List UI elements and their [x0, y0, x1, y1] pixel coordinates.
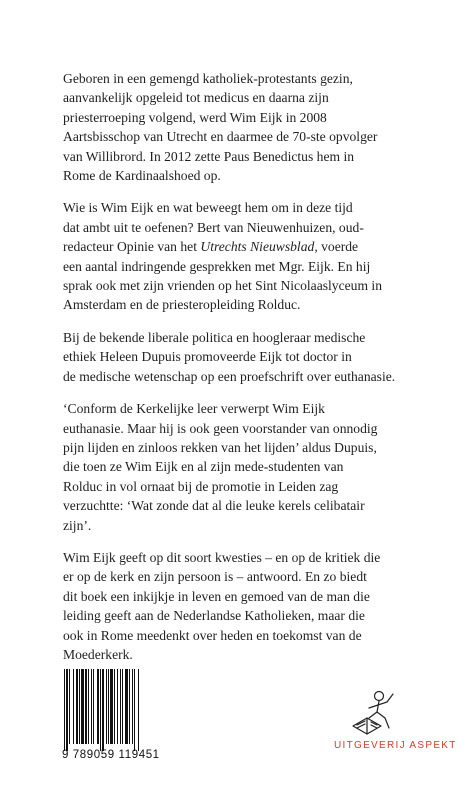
barcode-bar	[76, 669, 78, 744]
barcode-bar	[134, 669, 135, 751]
paragraph-4: ‘Conform de Kerkelijke leer verwerpt Wim Eijk euthanasie. Maar hij is ook geen voorstander van onnodig pijn lijden en zinloos rekken van het lijden’ aldus Dupuis, die toen ze Wim Eijk en al zijn mede-studenten van Rolduc in vol ornaat bij de promotie in Leiden zag verzuchtte: ‘Wat zonde dat al die leuke kerels celibatair zijn’.	[63, 401, 378, 533]
barcode-bar	[125, 669, 128, 744]
barcode-digits: 9 789059 119451	[62, 749, 160, 761]
reading-figure-logo	[349, 688, 401, 736]
barcode-bar	[97, 669, 99, 744]
isbn-barcode	[62, 669, 212, 764]
back-cover-text	[63, 69, 423, 677]
newspaper-title: Utrechts Nieuwsblad	[200, 239, 315, 255]
barcode-bar	[93, 669, 94, 744]
barcode-bar	[66, 669, 68, 751]
paragraph-5: Wim Eijk geeft op dit soort kwesties – en op de kritiek die er op de kerk en zijn persoon is – antwoord. En zo biedt dit boek een inkijkje in leven en gemoed van de man die leiding geeft aan de Nederlandse Katholieken, maar die ook in Rome meedenkt over heden en toekomst van de Moederkerk.	[63, 549, 381, 662]
barcode-bar	[73, 669, 74, 744]
barcode-bar	[69, 669, 70, 744]
publisher-name: UITGEVERIJ ASPEKT	[334, 740, 457, 751]
barcode-bar	[132, 669, 133, 744]
barcode-bar	[122, 669, 123, 744]
barcode-bar	[110, 669, 113, 744]
barcode-bar	[81, 669, 84, 744]
barcode-bar	[129, 669, 130, 744]
barcode-bar	[91, 669, 92, 744]
barcode-bar	[120, 669, 121, 744]
barcode-bar	[85, 669, 87, 744]
barcode-bar	[138, 669, 139, 751]
barcode-bar	[100, 669, 101, 751]
paragraph-1: Geboren in een gemengd katholiek-protestants gezin, aanvankelijk opgeleid tot medicus en daarna zijn priesterroeping volgend, werd Wim Eijk in 2008 Aartsbisschop van Utrecht en daarmee de 70-ste opvolger van Willibrord. In 2012 zette Paus Benedictus hem in Rome de Kardinaalshoed op.	[63, 71, 378, 184]
barcode-bar	[106, 669, 107, 744]
barcode-bar	[114, 669, 115, 744]
barcode-bar	[102, 669, 104, 751]
barcode-bar	[117, 669, 118, 744]
barcode-bar	[108, 669, 109, 744]
barcode-bar	[88, 669, 89, 744]
barcode-bar	[79, 669, 80, 744]
barcode-bar	[64, 669, 65, 751]
paragraph-2: Wie is Wim Eijk en wat beweegt hem om in deze tijd dat ambt uit te oefenen? Bert van Nieuwenhuizen, oud- redacteur Opinie van het Utrechts Nieuwsblad, voerde een aantal indringende gesprekken met Mgr. Eijk. En hij sprak ook met zijn vrienden op het Sint Nicolaaslyceum in Amsterdam en de priesteropleiding Rolduc.	[63, 200, 383, 313]
paragraph-3: Bij de bekende liberale politica en hoogleraar medische ethiek Heleen Dupuis promoveerde Eijk tot doctor in de medische wetenschap op een proefschrift over euthanasie.	[63, 329, 396, 384]
barcode-bars	[62, 669, 184, 751]
